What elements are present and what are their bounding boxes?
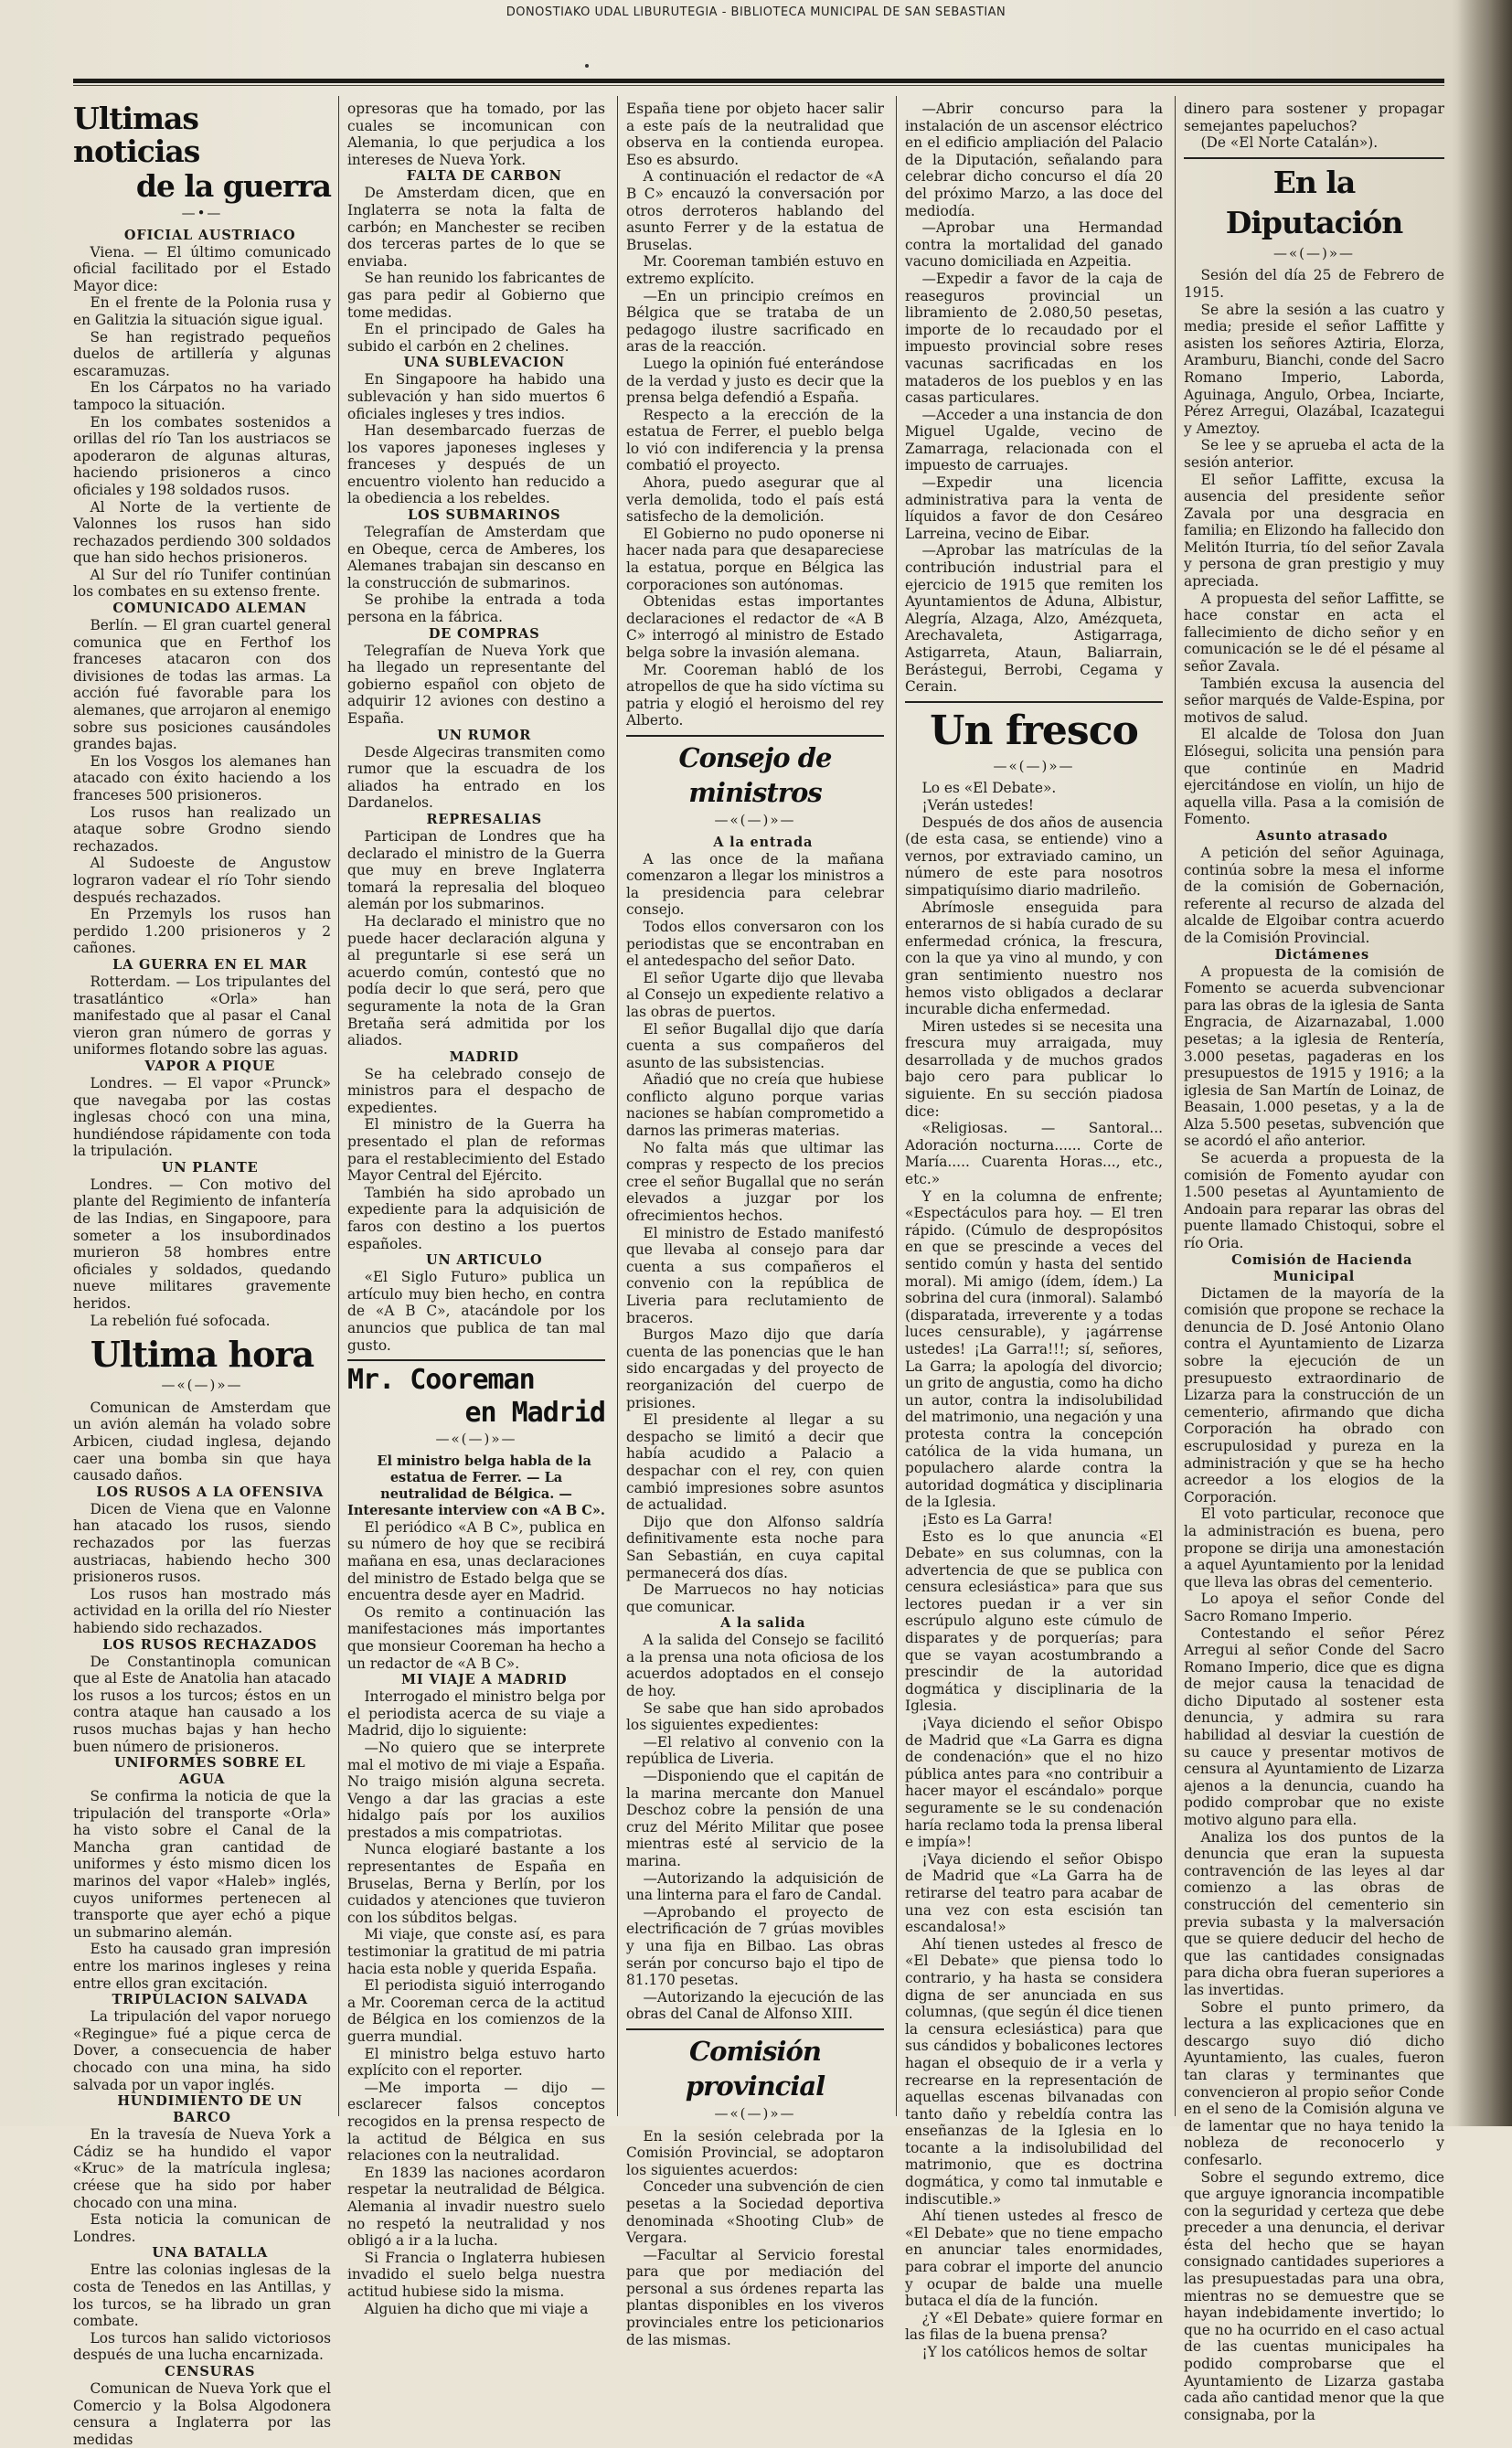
paragraph: Obtenidas estas importantes declaraciones el redactor de «A B C» interrogó al ministro de Estado belga sobre la invasión alemana. — [626, 593, 884, 661]
headline-consejo: Consejo de ministros — [678, 741, 832, 808]
paragraph: El señor Bugallal dijo que daría cuenta a sus compañeros del asunto de las subsistencias. — [626, 1020, 884, 1071]
paragraph: También excusa la ausencia del señor marqués de Valde-Espina, por motivos de salud. — [1184, 675, 1444, 726]
paragraph: opresoras que ha tomado, por las cuales se incomunican con Alemania, lo que perjudica a los intereses de Nueva York. — [347, 101, 605, 168]
subhead-represalias: REPRESALIAS — [426, 811, 542, 827]
page-binding-shadow — [1457, 0, 1512, 2126]
paragraph: El periodista siguió interrogando a Mr. Cooreman cerca de la actitud de Bélgica en los comienzos de la guerra mundial. — [347, 1977, 605, 2045]
paragraph: —En un principio creímos en Bélgica que se trataba de un pedagogo ilustre sacrificado en aras de la reacción. — [626, 287, 884, 356]
paragraph: —Autorizando la adquisición de una linterna para el faro de Candal. — [626, 1869, 884, 1904]
column-2 — [347, 101, 605, 2317]
paragraph: (De «El Norte Catalán»). — [1200, 134, 1379, 152]
paragraph: Lo es «El Debate». — [921, 780, 1057, 797]
subhead-oficial-austriaco: OFICIAL AUSTRIACO — [123, 227, 296, 243]
paragraph: —Abrir concurso para la instalación de un ascensor eléctrico en el edificio ampliación del Palacio de la Diputación, señalando para celebrar dicho concurso el día 20 del próximo Marzo, a las doce del mediodía. — [905, 101, 1163, 219]
subhead-hacienda: Comisión de Hacienda Municipal — [1231, 1251, 1413, 1284]
paragraph: A continuación el redactor de «A B C» encauzó la conversación por otros derroteros hablando del asunto Ferrer y de la estatua de Bruselas. — [626, 168, 884, 253]
paragraph: En los Cárpatos no ha variado tampoco la situación. — [73, 379, 331, 413]
subhead-batalla: UNA BATALLA — [152, 2245, 268, 2262]
paragraph: ¡Y los católicos hemos de soltar — [921, 2344, 1147, 2360]
headline-ultimas-line2: de la guerra — [135, 168, 331, 204]
subhead-sublevacion: UNA SUBLEVACION — [403, 355, 565, 371]
paragraph: Contestando el señor Pérez Arregui al señor Conde del Sacro Romano Imperio, dice que es digna de mejor causa la tenacidad de dicho Diputado al sostener esta denuncia, y admira su rara habilidad al desviar la cuestión de su cauce y presentar motivos de censura al Ayuntamiento de Lizarza ajenos a la denuncia, cuando ha podido comprobar que no existe motivo alguno para ella. — [1184, 1624, 1444, 1829]
paragraph: ¡Esto es La Garra! — [921, 1510, 1053, 1527]
paragraph: De Constantinopla comunican que al Este de Anatolia han atacado los rusos a los turcos; éstos en un contra ataque han causado a los rusos muchas bajas y han hecho buen número de prisioneros. — [73, 1653, 331, 1755]
subhead-rusos-ofensiva: LOS RUSOS A LA OFENSIVA — [96, 1484, 325, 1500]
headline-ultima-hora: Ultima hora — [90, 1334, 314, 1376]
subhead-salida: A la salida — [720, 1615, 806, 1632]
column-divider — [1175, 96, 1176, 2116]
paragraph: —Aprobando el proyecto de electrificación de 7 grúas movibles y una fija en Bilbao. Las obras serán por concurso bajo el tipo de 81.170 pesetas. — [626, 1903, 884, 1989]
paragraph: —Facultar al Servicio forestal para que por mediación del personal a sus órdenes reparta las plantas disponibles en los viveros provinciales entre los peticionarios de las mismas. — [626, 2246, 884, 2348]
paragraph: Se prohibe la entrada a toda persona en la fábrica. — [347, 591, 605, 626]
paragraph: Sobre el segundo extremo, dice que arguye ignorancia incompatible con la seguridad y certeza que debe preceder a una denuncia, el derivar ésta del hecho que se hayan consignado cantidades superiores a las presupuestadas para una obra, mientras no se demuestre que se hayan indebidamente invertido; lo que no ha ocurrido en el caso actual de las cuentas municipales ha podido comprobarse que el Ayuntamiento de Lizarza gastaba cada año cantidad menor que la que consignaba, por la — [1184, 2168, 1444, 2423]
paragraph: El presidente al llegar a su despacho se limitó a decir que había acudido a Palacio a despachar con el rey, con quien cambió impresiones sobre asuntos de actualidad. — [626, 1411, 884, 1514]
headline-cooreman-line1: Mr. Cooreman — [347, 1364, 535, 1397]
paragraph: —Aprobar las matrículas de la contribución industrial para el ejercicio de 1915 que remiten los Ayuntamientos de Aduna, Albistur, Alegría, Alzaga, Alzo, Amézqueta, Arechavaleta, Astigarraga, Astigarreta, Ataun, Baliarrain, Berástegui, Berrobi, Cegama y Cerain. — [905, 542, 1163, 696]
headline-un-fresco: Un fresco — [930, 707, 1138, 754]
paragraph: También ha sido aprobado un expediente para la adquisición de faros con destino a los puertos españoles. — [347, 1184, 605, 1252]
paragraph: Telegrafían de Amsterdam que en Obeque, cerca de Amberes, los Alemanes trabajan sin descanso en la construcción de submarinos. — [347, 524, 605, 591]
column-divider — [896, 96, 897, 2116]
paragraph: De Amsterdam dicen, que en Inglaterra se nota la falta de carbón; en Manchester se reciben dos terceras partes de lo que se enviaba. — [347, 185, 605, 270]
ornament: —«(—)»— — [714, 2104, 796, 2122]
paragraph: Al Sudoeste de Angustow lograron vadear el río Tohr siendo después rechazados. — [73, 855, 331, 906]
paragraph: —No quiero que se interprete mal el motivo de mi viaje a España. No traigo misión alguna secreta. Vengo a dar las gracias a este hidalgo país por los auxilios prestados a mis compatriotas. — [347, 1739, 605, 1841]
subhead-submarinos: LOS SUBMARINOS — [407, 507, 561, 524]
paragraph: Sesión del día 25 de Febrero de 1915. — [1184, 267, 1444, 301]
paragraph: Dicen de Viena que en Valonne han atacado los rusos, siendo rechazados por las fuerzas austriacas, habiendo hecho 300 prisioneros rusos. — [73, 1500, 331, 1586]
paragraph: Ahora, puedo asegurar que al verla demolida, todo el país está satisfecho de la demolición. — [626, 474, 884, 526]
paragraph: Respecto a la erección de la estatua de Ferrer, el pueblo belga lo vió con indiferencia y la prensa combatió el proyecto. — [626, 406, 884, 474]
paragraph: En el frente de la Polonia rusa y en Galitzia la situación sigue igual. — [73, 294, 331, 328]
paragraph: Telegrafían de Nueva York que ha llegado un representante del gobierno español con objeto de adquirir 12 aviones con destino a España. — [347, 642, 605, 727]
paragraph: Y en la columna de enfrente; «Espectáculos para hoy. — El tren rápido. (Cúmulo de despropósitos en que se prescinde a veces del sentido común y hasta del sentido moral). Mi amigo (ídem, ídem.) La sobrina del cura (inmoral). Salambó (disparatada, irreverente y a todas luces censurable), y ¡agárrense ustedes! ¡La Garra!!!; sí, señores, La Garra; la apología del divorcio; un grito de angustia, como ha dicho un autor, contra la indisolubilidad del matrimonio, una negación y una protesta contra la concepción católica de la vida humana, un populachero alarde contra la autoridad dogmática y disciplinaria de la Iglesia. — [905, 1187, 1163, 1511]
paragraph: El Gobierno no pudo oponerse ni hacer nada para que desapareciese la estatua, porque en Bélgica las corporaciones son autónomas. — [626, 525, 884, 593]
paragraph: Si Francia o Inglaterra hubiesen invadido el suelo belga nuestra actitud hubiese sido la misma. — [347, 2249, 605, 2300]
paragraph: En la sesión celebrada por la Comisión Provincial, se adoptaron los siguientes acuerdos: — [626, 2127, 884, 2178]
paragraph: Se lee y se aprueba el acta de la sesión anterior. — [1184, 437, 1444, 471]
paragraph: —Autorizando la ejecución de las obras del Canal de Alfonso XIII. — [626, 1988, 884, 2023]
headline-ultimas-line1: Ultimas noticias — [73, 101, 200, 169]
paragraph: La rebelión fué sofocada. — [90, 1312, 271, 1329]
subhead-entrada: A la entrada — [713, 834, 814, 850]
paragraph: Viena. — El último comunicado oficial facilitado por el Estado Mayor dice: — [73, 243, 331, 294]
paragraph: Esto es lo que anuncia «El Debate» en sus columnas, con la advertencia de que se publica con censura eclesiástica» para que sus lectores puedan ir a ver sin escrúpulo alguno este cúmulo de disparates y de porquerías; para que se vayan acostumbrando a prescindir de la autoridad dogmática y disciplinaria de la Iglesia. — [905, 1527, 1163, 1715]
paragraph: —Aprobar una Hermandad contra la mortalidad del ganado vacuno domiciliada en Azpeitia. — [905, 219, 1163, 271]
top-rule — [73, 79, 1444, 83]
paragraph: Berlín. — El gran cuartel general comunica que en Ferthof los franceses atacaron con dos divisiones de todas las armas. La acción fué favorable para los alemanes, que arrojaron al enemigo sobre sus posiciones causándoles grandes bajas. — [73, 617, 331, 753]
paragraph: España tiene por objeto hacer salir a este país de la neutralidad que observa en la contienda europea. Eso es absurdo. — [626, 101, 884, 168]
column-divider — [617, 96, 618, 2116]
paragraph: El señor Laffitte, excusa la ausencia del presidente señor Zavala por una desgracia en familia; en Elizondo ha fallecido don Melitón Iturria, tío del señor Zavala y persona de gran prestigio y muy apreciada. — [1184, 471, 1444, 591]
paragraph: Sobre el punto primero, da lectura a las explicaciones que en descargo suyo dió dicho Ayuntamiento, las cuales, fueron tan claras y terminantes que convencieron al propio señor Conde en el seno de la Comisión alguna ve de lamentar que no haya tenido la nobleza de reconocerlo y confesarlo. — [1184, 1998, 1444, 2168]
paragraph: En la travesía de Nueva York a Cádiz se ha hundido el vapor «Kruc» de la matrícula inglesa; créese que ha sido por haber chocado con una mina. — [73, 2126, 331, 2211]
ornament: —«(—)»— — [993, 757, 1075, 774]
paragraph: ¡Vaya diciendo el señor Obispo de Madrid que «La Garra ha de retirarse del teatro para acabar de una vez con esta escisión tan escandalosa!» — [905, 1850, 1163, 1936]
column-4 — [905, 101, 1163, 2360]
subhead-tripulacion: TRIPULACION SALVADA — [112, 1992, 308, 2008]
paragraph: En los combates sostenidos a orillas del río Tan los austriacos se apoderaron de algunas alturas, haciendo prisioneros a cinco oficiales y 198 soldados rusos. — [73, 413, 331, 498]
paragraph: Comunican de Nueva York que el Comercio y la Bolsa Algodonera censura a Inglaterra por las medidas — [73, 2379, 331, 2448]
paragraph: Se confirma la noticia de que la tripulación del transporte «Orla» ha visto sobre el Canal de la Mancha gran cantidad de uniformes y ésto mismo dicen los marinos del vapor «Haleb» inglés, cuyos uniformes pertenecen al transporte que ayer echó a pique un submarino alemán. — [73, 1788, 331, 1941]
paragraph: La tripulación del vapor noruego «Regingue» fué a pique cerca de Dover, a consecuencia de haber chocado con una mina, ha sido salvada por un vapor inglés. — [73, 2008, 331, 2093]
paragraph: «El Siglo Futuro» publica un artículo muy bien hecho, en contra de «A B C», atacándole por los anuncios que publica de tan mal gusto. — [347, 1269, 605, 1354]
ink-dot — [585, 64, 589, 68]
paragraph: El ministro de Estado manifestó que llevaba al consejo para dar cuenta a sus compañeros el convenio con la república de Liveria para reclutamiento de braceros. — [626, 1224, 884, 1326]
top-rule-thin — [73, 85, 1444, 86]
ornament: —«(—)»— — [435, 1431, 517, 1448]
paragraph: Lo apoya el señor Conde del Sacro Romano Imperio. — [1184, 1591, 1444, 1624]
paragraph: Conceder una subvención de cien pesetas a la Sociedad deportiva denominada «Shooting Club» de Vergara. — [626, 2178, 884, 2247]
ornament: —«(—)»— — [714, 811, 796, 828]
paragraph: Entre las colonias inglesas de la costa de Tenedos en las Antillas, y los turcos, se ha librado un gran combate. — [73, 2262, 331, 2330]
paragraph: Nunca elogiaré bastante a los representantes de España en Bruselas, Berna y Berlín, por los cuidados y atenciones que tuvieron con los súbditos belgas. — [347, 1841, 605, 1926]
subhead-uniformes: UNIFORMES SOBRE EL AGUA — [113, 1755, 306, 1788]
paragraph: Desde Algeciras transmiten como rumor que la escuadra de los aliados ha entrado en los Dardanelos. — [347, 743, 605, 812]
section-rule — [905, 701, 1163, 703]
paragraph: Ahí tienen ustedes al fresco de «El Debate» que no tiene empacho en anunciar tales enormidades, para cobrar el importe del anuncio y ocupar de balde una muelle butaca el día de la función. — [905, 2208, 1163, 2310]
paragraph: —Expedir a favor de la caja de reaseguros provincial un libramiento de 2.080,50 pesetas, importe de lo recaudado por el impuesto provincial sobre reses vacunas sacrificadas en los mataderos de los pueblos y en las casas particulares. — [905, 270, 1163, 407]
paragraph: Mr. Cooreman también estuvo en extremo explícito. — [626, 253, 884, 287]
paragraph: —Disponiendo que el capitán de la marina mercante don Manuel Deschoz cobre la pensión de una cruz del Mérito Militar que posee mientras esté al servicio de la marina. — [626, 1768, 884, 1869]
paragraph: En el principado de Gales ha subido el carbón en 2 chelines. — [347, 321, 605, 355]
headline-separator: —•— — [181, 205, 223, 221]
paragraph: Mi viaje, que conste así, es para testimoniar la gratitud de mi patria hacia esta noble y querida España. — [347, 1926, 605, 1977]
subhead-vapor-pique: VAPOR A PIQUE — [144, 1058, 276, 1074]
subhead-comunicado-aleman: COMUNICADO ALEMAN — [112, 601, 307, 617]
paragraph: —Acceder a una instancia de don Miguel Ugalde, vecino de Zamarraga, relacionada con el impuesto de carruajes. — [905, 406, 1163, 474]
paragraph: El voto particular, reconoce que la administración es buena, pero propone se dirija una amonestación a aquel Ayuntamiento por la lenidad que lleva las obras del cementerio. — [1184, 1506, 1444, 1591]
subhead-articulo: UN ARTICULO — [426, 1252, 543, 1269]
subhead-rumor: UN RUMOR — [437, 727, 532, 743]
subhead-rusos-rechazados: LOS RUSOS RECHAZADOS — [102, 1636, 318, 1653]
paragraph: Se sabe que han sido aprobados los siguientes expedientes: — [626, 1699, 884, 1734]
paragraph: Analiza los dos puntos de la denuncia que eran la supuesta contravención de las leyes al dar comienzo a las obras de construcción del cementerio sin previa subasta y la malversación que se quiere deducir del hecho de que las cantidades consignadas para dicha obra fueran superiores a las invertidas. — [1184, 1828, 1444, 1998]
paragraph: Alguien ha dicho que mi viaje a — [364, 2300, 589, 2317]
paragraph: A la salida del Consejo se facilitó a la prensa una nota oficiosa de los acuerdos adoptados en el consejo de hoy. — [626, 1632, 884, 1700]
paragraph: De Marruecos no hay noticias que comunicar. — [626, 1581, 884, 1615]
paragraph: —El relativo al convenio con la república de Liveria. — [626, 1733, 884, 1768]
paragraph: Interrogado el ministro belga por el periodista acerca de su viaje a Madrid, dijo lo siguiente: — [347, 1688, 605, 1740]
subhead-asunto-atrasado: Asunto atrasado — [1255, 827, 1389, 844]
paragraph: Se acuerda a propuesta de la comisión de Fomento ayudar con 1.500 pesetas al Ayuntamiento de Andoain para reparar las obras del puente llamado Chistoqui, sobre el río Oria. — [1184, 1150, 1444, 1252]
ornament: —«(—)»— — [1272, 244, 1356, 261]
section-rule — [347, 1359, 605, 1361]
paragraph: Al Sur del río Tunifer continúan los combates en su extenso frente. — [73, 566, 331, 601]
section-rule — [1184, 157, 1444, 159]
headline-diputacion: En la Diputación — [1225, 164, 1403, 240]
paragraph: Se han reunido los fabricantes de gas para pedir al Gobierno que tome medidas. — [347, 270, 605, 321]
subhead-censuras: CENSURAS — [165, 2363, 256, 2379]
paragraph: Esto ha causado gran impresión entre los marinos ingleses y reina entre ellos gran excitación. — [73, 1941, 331, 1992]
subhead-dictamenes: Dictámenes — [1274, 946, 1369, 963]
paragraph: Los turcos han salido victoriosos después de una lucha encarnizada. — [73, 2329, 331, 2364]
paragraph: Os remito a continuación las manifestaciones más importantes que monsieur Cooreman ha hecho a un redactor de «A B C». — [347, 1603, 605, 1672]
paragraph: El ministro belga estuvo harto explícito con el reporter. — [347, 2045, 605, 2080]
paragraph: El señor Ugarte dijo que llevaba al Consejo un expediente relativo a las obras de puertos. — [626, 969, 884, 1020]
paragraph: A propuesta de la comisión de Fomento se acuerda subvencionar para las obras de la iglesia de Santa Engracia, de Aizarnazabal, 1.000 pesetas; a la iglesia de Rentería, 3.000 pesetas, pagaderas en los presupuestos de 1915 y 1916; a la iglesia de San Martín de Loinaz, de Beasain, 1.000 pesetas, y a la de Alza 5.500 pesetas, subvención que se acordó el año anterior. — [1184, 963, 1444, 1150]
paragraph: El periódico «A B C», publica en su número de hoy que se recibirá mañana en esa, unas declaraciones del ministro de Estado belga que se encuentra desde ayer en Madrid. — [347, 1518, 605, 1604]
column-3 — [626, 101, 884, 2348]
paragraph: Luego la opinión fué enterándose de la verdad y justo es decir que la prensa belga defendió a España. — [626, 355, 884, 407]
paragraph: Los rusos han mostrado más actividad en la orilla del río Niester habiendo sido rechazados. — [73, 1585, 331, 1636]
subhead-hundimiento: HUNDIMIENTO DE UN BARCO — [117, 2093, 303, 2126]
paragraph: Al Norte de la vertiente de Valonnes los rusos han sido rechazados perdiendo 300 soldados que han sido hechos prisioneros. — [73, 498, 331, 567]
paragraph: Los rusos han realizado un ataque sobre Grodno siendo rechazados. — [73, 804, 331, 855]
paragraph: En 1839 las naciones acordaron respetar la neutralidad de Bélgica. Alemania al invadir nuestro suelo no respetó la neutralidad y nos obligó a ir a la lucha. — [347, 2164, 605, 2250]
paragraph: A petición del señor Aguinaga, continúa sobre la mesa el informe de la comisión de Gobernación, referente al recurso de alzada del alcalde de Elgoibar contra acuerdo de la Comisión Provincial. — [1184, 844, 1444, 946]
section-rule — [626, 2028, 884, 2030]
paragraph: Se abre la sesión a las cuatro y media; preside el señor Laffitte y asisten los señores Aztiria, Elorza, Aramburu, Bianchi, conde del Sacro Romano Imperio, Laborda, Aguinaga, Angulo, Orbea, Inciarte, Pérez Arregui, Olazábal, Icazategui y Ameztoy. — [1184, 301, 1444, 437]
column-divider — [338, 96, 339, 2116]
subhead-compras: DE COMPRAS — [428, 625, 540, 642]
headline-comision: Comisión provincial — [685, 2035, 825, 2102]
subhead-un-plante: UN PLANTE — [161, 1159, 259, 1176]
paragraph: Londres. — Con motivo del plante del Regimiento de infantería de las Indias, en Singapoore, para someter a los insubordinados murieron 58 hombres entre oficiales y soldados, quedando nueve militares gravemente heridos. — [73, 1176, 331, 1313]
paragraph: Después de dos años de ausencia (de esta casa, se entiende) vino a vernos, por extraviado camino, un número de este para nosotros simpatiquísimo diario madrileño. — [905, 814, 1163, 899]
ornament: —«(—)»— — [161, 1377, 243, 1394]
paragraph: Todos ellos conversaron con los periodistas que se encontraban en el antedespacho del señor Dato. — [626, 918, 884, 970]
paragraph: Esta noticia la comunican de Londres. — [73, 2211, 331, 2245]
paragraph: Dictamen de la mayoría de la comisión que propone se rechace la denuncia de D. José Antonio Olano contra el Ayuntamiento de Lizarza sobre la ejecución de un presupuesto extraordinario de Lizarza para la construcción de un cementerio, afirmando que dicha Corporación ha obrado con escrupulosidad y pureza en la administración y que se ha hecho acreedor a los elogios de la Corporación. — [1184, 1284, 1444, 1506]
paragraph: Burgos Mazo dijo que daría cuenta de las ponencias que le han sido encargadas y del proyecto de reorganización del cuerpo de prisiones. — [626, 1326, 884, 1411]
paragraph: Miren ustedes si se necesita una frescura muy arraigada, muy desarrollada y de muchos grados bajo cero para publicar lo siguiente. En su sección piadosa dice: — [905, 1017, 1163, 1120]
paragraph: —Expedir una licencia administrativa para la venta de líquidos a favor de don Cesáreo Larreina, vecino de Eibar. — [905, 474, 1163, 542]
paragraph: No falta más que ultimar las compras y respecto de los precios cree el señor Bugallal que no serán elevados a juzgar por los ofrecimientos hechos. — [626, 1139, 884, 1225]
paragraph: ¡Vaya diciendo el señor Obispo de Madrid que «La Garra es digna de condenación» que el no hizo pública antes para «no contribuir a hacer mayor el escándalo» porque seguramente se le su condenación haría reclamo toda la prensa liberal e impía»! — [905, 1715, 1163, 1851]
subhead-carbon: FALTA DE CARBON — [406, 168, 562, 185]
paragraph: Dijo que don Alfonso saldría definitivamente esta noche para San Sebastián, en cuya capital permanecerá dos días. — [626, 1513, 884, 1581]
section-rule — [626, 735, 884, 737]
paragraph: Han desembarcado fuerzas de los vapores japoneses ingleses y franceses y después de un encuentro violento han reducido a la obediencia a los rebeldes. — [347, 422, 605, 507]
paragraph: dinero para sostener y propagar semejantes papeluchos? — [1184, 101, 1444, 134]
paragraph: Mr. Cooreman habló de los atropellos de que ha sido víctima su patria y elogió el heroismo del rey Alberto. — [626, 661, 884, 729]
paragraph: Añadió que no creía que hubiese conflicto alguno porque varias naciones se habían comprometido a darnos las primeras materias. — [626, 1071, 884, 1140]
paragraph: En los Vosgos los alemanes han atacado con éxito haciendo a los franceses 500 prisioneros. — [73, 752, 331, 804]
paragraph: A propuesta del señor Laffitte, se hace constar en acta el fallecimiento de dicho señor y en comunicación se le dé el pésame al señor Zavala. — [1184, 590, 1444, 676]
paragraph: El alcalde de Tolosa don Juan Elósegui, solicita una pensión para que continúe en Madrid ejercitándose en violín, un hijo de aquella villa. Pasa a la comisión de Fomento. — [1184, 726, 1444, 828]
paragraph: Comunican de Amsterdam que un avión alemán ha volado sobre Arbicen, ciudad inglesa, dejando caer una bomba sin que haya causado daños. — [73, 1399, 331, 1485]
subhead-madrid: MADRID — [449, 1048, 519, 1065]
paragraph: En Singapoore ha habido una sublevación y han sido muertos 6 oficiales ingleses y tres indios. — [347, 371, 605, 422]
paragraph: Ahí tienen ustedes al fresco de «El Debate» que piensa todo lo contrario, y ha hasta se considera digna de ser anunciada en sus columnas, (que según él dice tienen la censura eclesiástica) para que sus cándidos y bobalicones lectores hagan el obsequio de ir a verla y recrearse en la representación de aquellas escenas bilvanadas con tanto daño y rebeldía contra las enseñanzas de la Iglesia en lo tocante a la indisolubilidad del matrimonio, que es doctrina dogmática, y como tal inmutable e indiscutible.» — [905, 1935, 1163, 2208]
paragraph: ¿Y «El Debate» quiere formar en las filas de la buena prensa? — [905, 2309, 1163, 2344]
paragraph: Ha declarado el ministro que no puede hacer declaración alguna y al preguntarle si ese será un acuerdo común, contestó que no podía decir lo que será, pero que seguramente la nota de la Gran Bretaña será admitida por los aliados. — [347, 912, 605, 1049]
paragraph: Rotterdam. — Los tripulantes del trasatlántico «Orla» han manifestado que al pasar el Canal vieron gran número de gorras y uniformes flotando sobre las aguas. — [73, 973, 331, 1059]
paragraph: «Religiosas. — Santoral... Adoración nocturna...... Corte de María..... Cuarenta Horas..., etc., etc.» — [905, 1120, 1163, 1188]
paragraph: Se han registrado pequeños duelos de artillería y algunas escaramuzas. — [73, 328, 331, 379]
paragraph: En Przemyls los rusos han perdido 1.200 prisioneros y 2 cañones. — [73, 906, 331, 957]
archive-header: DONOSTIAKO UDAL LIBURUTEGIA - BIBLIOTECA MUNICIPAL DE SAN SEBASTIAN — [506, 5, 1006, 19]
paragraph: ¡Verán ustedes! — [921, 796, 1034, 814]
paragraph: A las once de la mañana comenzaron a llegar los ministros a la presidencia para celebrar consejo. — [626, 850, 884, 919]
headline-cooreman-line2: en Madrid — [464, 1397, 605, 1430]
subhead-viaje: MI VIAJE A MADRID — [401, 1672, 568, 1688]
column-5 — [1184, 101, 1444, 2423]
paragraph: Abrímosle enseguida para enterarnos de si había curado de su enfermedad crónica, la frescura, con la que ya vino al mundo, y con gran sentimiento nuestro nos hemos visto obligados a declarar incurable dicha enfermedad. — [905, 899, 1163, 1018]
paragraph: Se ha celebrado consejo de ministros para el despacho de expedientes. — [347, 1065, 605, 1116]
paragraph: —Me importa — dijo — esclarecer falsos conceptos recogidos en la prensa respecto de la actitud de Bélgica en sus relaciones con la neutralidad. — [347, 2079, 605, 2165]
paragraph: Londres. — El vapor «Prunck» que navegaba por las costas inglesas chocó con una mina, hundiéndose rápidamente con toda la tripulación. — [73, 1074, 331, 1160]
deck-cooreman: El ministro belga habla de la estatua de Ferrer. — La neutralidad de Bélgica. — Interesante interview con «A B C». — [347, 1453, 605, 1518]
column-1 — [73, 101, 331, 2448]
paragraph: El ministro de la Guerra ha presentado el plan de reformas para el restablecimiento del Estado Mayor Central del Ejército. — [347, 1116, 605, 1185]
subhead-guerra-mar: LA GUERRA EN EL MAR — [112, 956, 308, 973]
paragraph: Participan de Londres que ha declarado el ministro de la Guerra que muy en breve Inglaterra tomará la represalia del bloqueo alemán por los submarinos. — [347, 827, 605, 913]
